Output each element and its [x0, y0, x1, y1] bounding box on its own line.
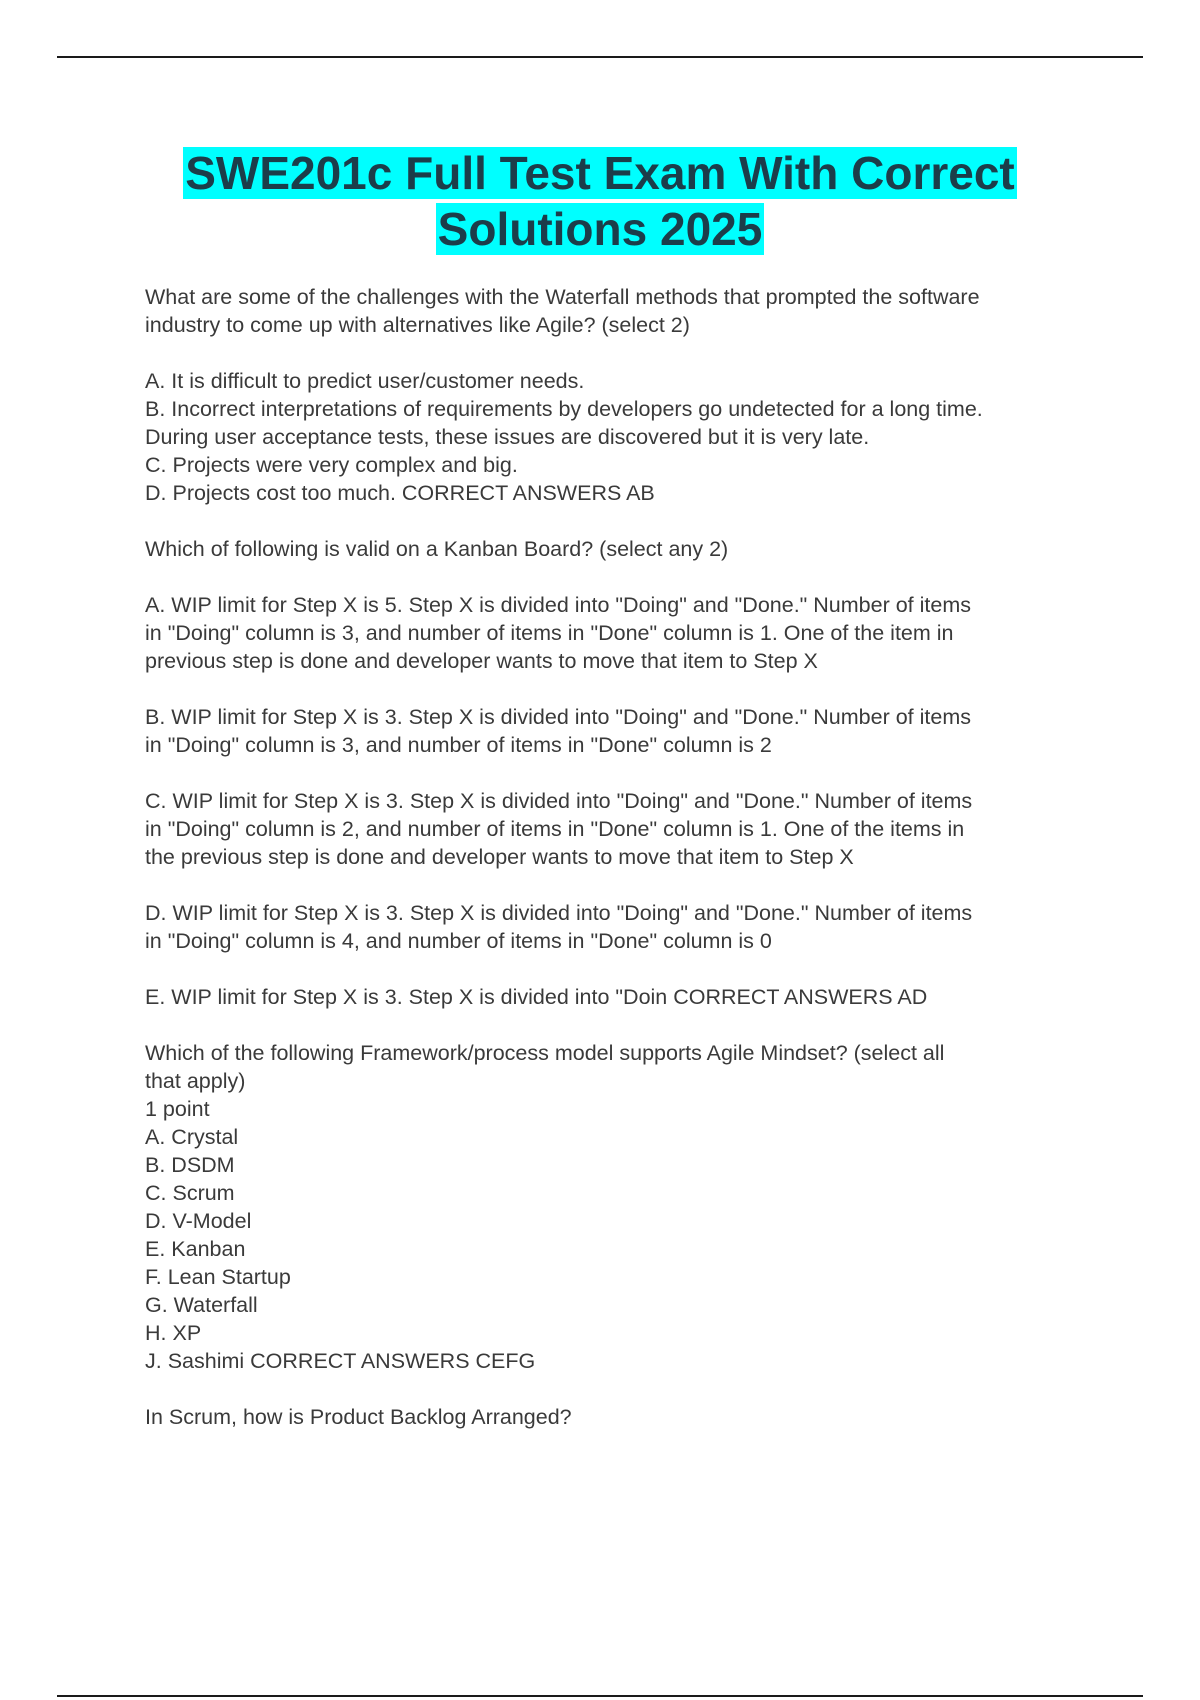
question-2-option-d-line-2: in "Doing" column is 4, and number of items in "Done" column is 0: [145, 929, 772, 953]
question-2-option-a-line-1: A. WIP limit for Step X is 5. Step X is divided into "Doing" and "Done." Number of items: [145, 593, 971, 617]
question-3-option: A. Crystal: [145, 1125, 239, 1149]
question-3-option: H. XP: [145, 1321, 202, 1345]
question-2-text: Which of following is valid on a Kanban Board? (select any 2): [145, 537, 729, 561]
question-1: [145, 283, 1095, 507]
question-1-option-b-line-1: B. Incorrect interpretations of requirements by developers go undetected for a long time.: [145, 397, 983, 421]
question-3-option: E. Kanban: [145, 1237, 246, 1261]
footer-rule: [57, 1695, 1143, 1697]
question-2-option-b-line-1: B. WIP limit for Step X is 3. Step X is divided into "Doing" and "Done." Number of items: [145, 705, 971, 729]
question-2-option-e: E. WIP limit for Step X is 3. Step X is divided into "Doin CORRECT ANSWERS AD: [145, 985, 928, 1009]
document-body: [145, 283, 1095, 1431]
question-2-option-c-line-2: in "Doing" column is 2, and number of items in "Done" column is 1. One of the items in: [145, 817, 965, 841]
question-1-option-a: A. It is difficult to predict user/customer needs.: [145, 369, 585, 393]
question-1-option-b-line-2: During user acceptance tests, these issues are discovered but it is very late.: [145, 425, 870, 449]
title-line-1: SWE201c Full Test Exam With Correct: [185, 147, 1015, 199]
question-1-option-d: D. Projects cost too much. CORRECT ANSWERS AB: [145, 481, 655, 505]
question-1-text-line-1: What are some of the challenges with the Waterfall methods that prompted the software: [145, 285, 980, 309]
question-4-text: In Scrum, how is Product Backlog Arranged?: [145, 1405, 572, 1429]
header-rule: [57, 56, 1143, 58]
question-4: [145, 1403, 1095, 1431]
document-title: [57, 145, 1143, 257]
title-line-2: Solutions 2025: [437, 203, 763, 255]
question-3-option: B. DSDM: [145, 1153, 235, 1177]
question-2: [145, 535, 1095, 1011]
question-3-option: C. Scrum: [145, 1181, 235, 1205]
question-3: [145, 1039, 1095, 1375]
question-3-text-line-1: Which of the following Framework/process model supports Agile Mindset? (select all: [145, 1041, 945, 1065]
question-3-option: J. Sashimi CORRECT ANSWERS CEFG: [145, 1349, 536, 1373]
question-2-option-c-line-1: C. WIP limit for Step X is 3. Step X is divided into "Doing" and "Done." Number of items: [145, 789, 973, 813]
question-2-option-d-line-1: D. WIP limit for Step X is 3. Step X is divided into "Doing" and "Done." Number of items: [145, 901, 973, 925]
question-2-option-a-line-3: previous step is done and developer wants to move that item to Step X: [145, 649, 818, 673]
question-2-option-b-line-2: in "Doing" column is 3, and number of items in "Done" column is 2: [145, 733, 772, 757]
question-3-option: D. V-Model: [145, 1209, 252, 1233]
question-1-text-line-2: industry to come up with alternatives like Agile? (select 2): [145, 313, 690, 337]
question-3-text-line-2: that apply): [145, 1069, 246, 1093]
question-1-option-c: C. Projects were very complex and big.: [145, 453, 518, 477]
question-2-option-c-line-3: the previous step is done and developer wants to move that item to Step X: [145, 845, 854, 869]
question-2-option-a-line-2: in "Doing" column is 3, and number of items in "Done" column is 1. One of the item in: [145, 621, 954, 645]
question-3-option: F. Lean Startup: [145, 1265, 291, 1289]
question-3-points: 1 point: [145, 1097, 210, 1121]
question-3-option: G. Waterfall: [145, 1293, 258, 1317]
